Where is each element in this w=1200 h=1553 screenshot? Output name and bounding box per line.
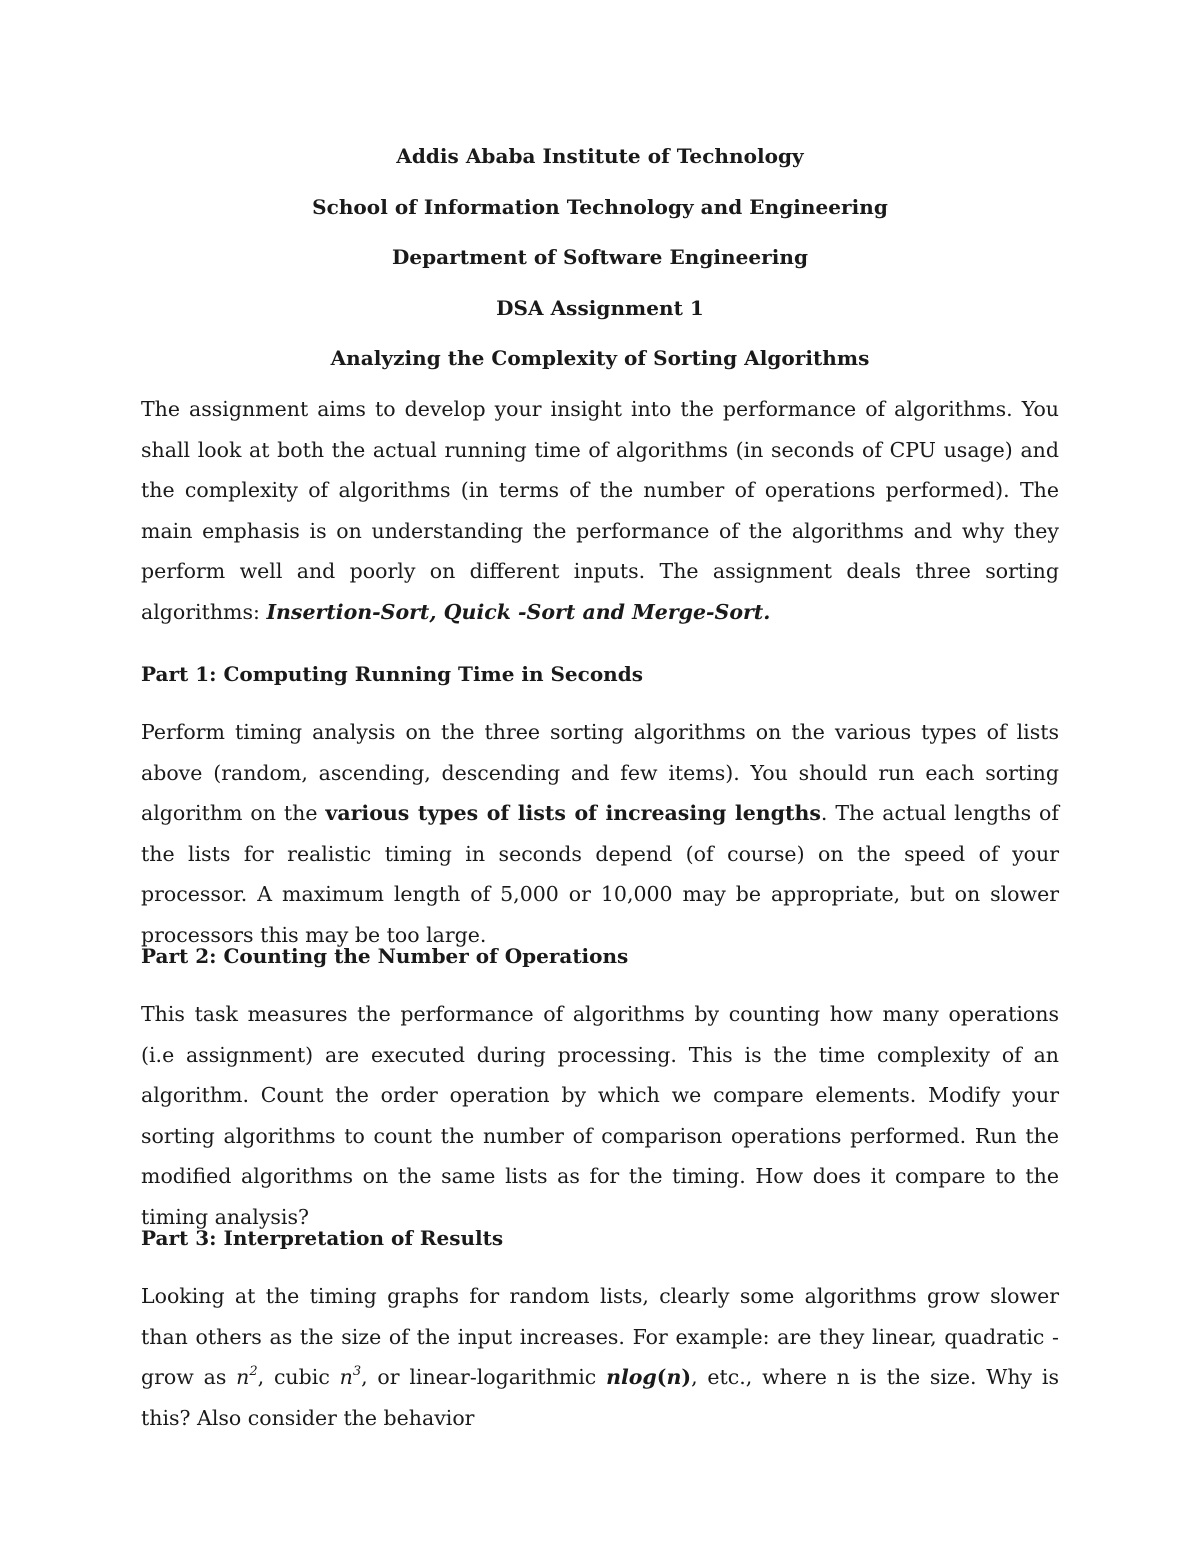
part3-text-3: , or linear-logarithmic: [361, 1365, 607, 1389]
algorithm-list: Insertion-Sort, Quick -Sort and Merge-Sort.: [266, 599, 771, 624]
part1-text-after: . The actual lengths of the lists for realistic timing in seconds depend (of course) on the speed of your processor. A maximum length of 5,000 or 10,000 may be appropriate, but on slower processors this may be too large.: [141, 801, 1059, 947]
part3-text-2: , cubic: [257, 1365, 340, 1389]
part3-heading: Part 3: Interpretation of Results: [141, 1226, 504, 1250]
institution-name: Addis Ababa Institute of Technology: [396, 144, 804, 168]
document-title: Analyzing the Complexity of Sorting Algorithms: [330, 346, 870, 370]
part2-paragraph: This task measures the performance of algorithms by counting how many operations (i.e assignment) are executed during processing. This is the time complexity of an algorithm. Count the order operation by which we compare elements. Modify your sorting algorithms to count the number of comparison operations performed. Run the modified algorithms on the same lists as for the timing. How does it compare to the timing analysis?: [141, 1002, 1059, 1229]
intro-text: The assignment aims to develop your insight into the performance of algorithms. You shall look at both the actual running time of algorithms (in seconds of CPU usage) and the complexity of algorithms (in terms of the number of operations performed). The main emphasis is on understanding the performance of the algorithms and why they perform well and poorly on different inputs. The assignment deals three sorting algorithms:: [141, 397, 1059, 624]
math-n-cubed: $n^3$: [339, 1364, 362, 1389]
department-name: Department of Software Engineering: [391, 245, 809, 269]
part1-paragraph: [141, 712, 1059, 955]
part3-paragraph: [141, 1276, 1059, 1438]
part3-text-4: , etc., where n is the size. Why is this? Also consider the behavior: [141, 1365, 1059, 1430]
assignment-label: DSA Assignment 1: [496, 296, 704, 320]
math-n-squared: $n^2$: [236, 1364, 258, 1389]
math-nlogn: nlog(n): [606, 1365, 692, 1389]
part1-emphasis: various types of lists of increasing lengths: [325, 801, 821, 825]
part1-text-before: Perform timing analysis on the three sorting algorithms on the various types of lists above (random, ascending, descending and few items). You should run each sorting algorithm on the: [141, 720, 1059, 825]
school-name: School of Information Technology and Engineering: [312, 195, 888, 219]
part3-text-1: Looking at the timing graphs for random lists, clearly some algorithms grow slower than others as the size of the input increases. For example: are they linear, quadratic - grow as: [141, 1284, 1059, 1389]
part1-heading: Part 1: Computing Running Time in Seconds: [141, 662, 643, 686]
intro-paragraph: [141, 389, 1059, 632]
part2-heading: Part 2: Counting the Number of Operations: [141, 944, 629, 968]
